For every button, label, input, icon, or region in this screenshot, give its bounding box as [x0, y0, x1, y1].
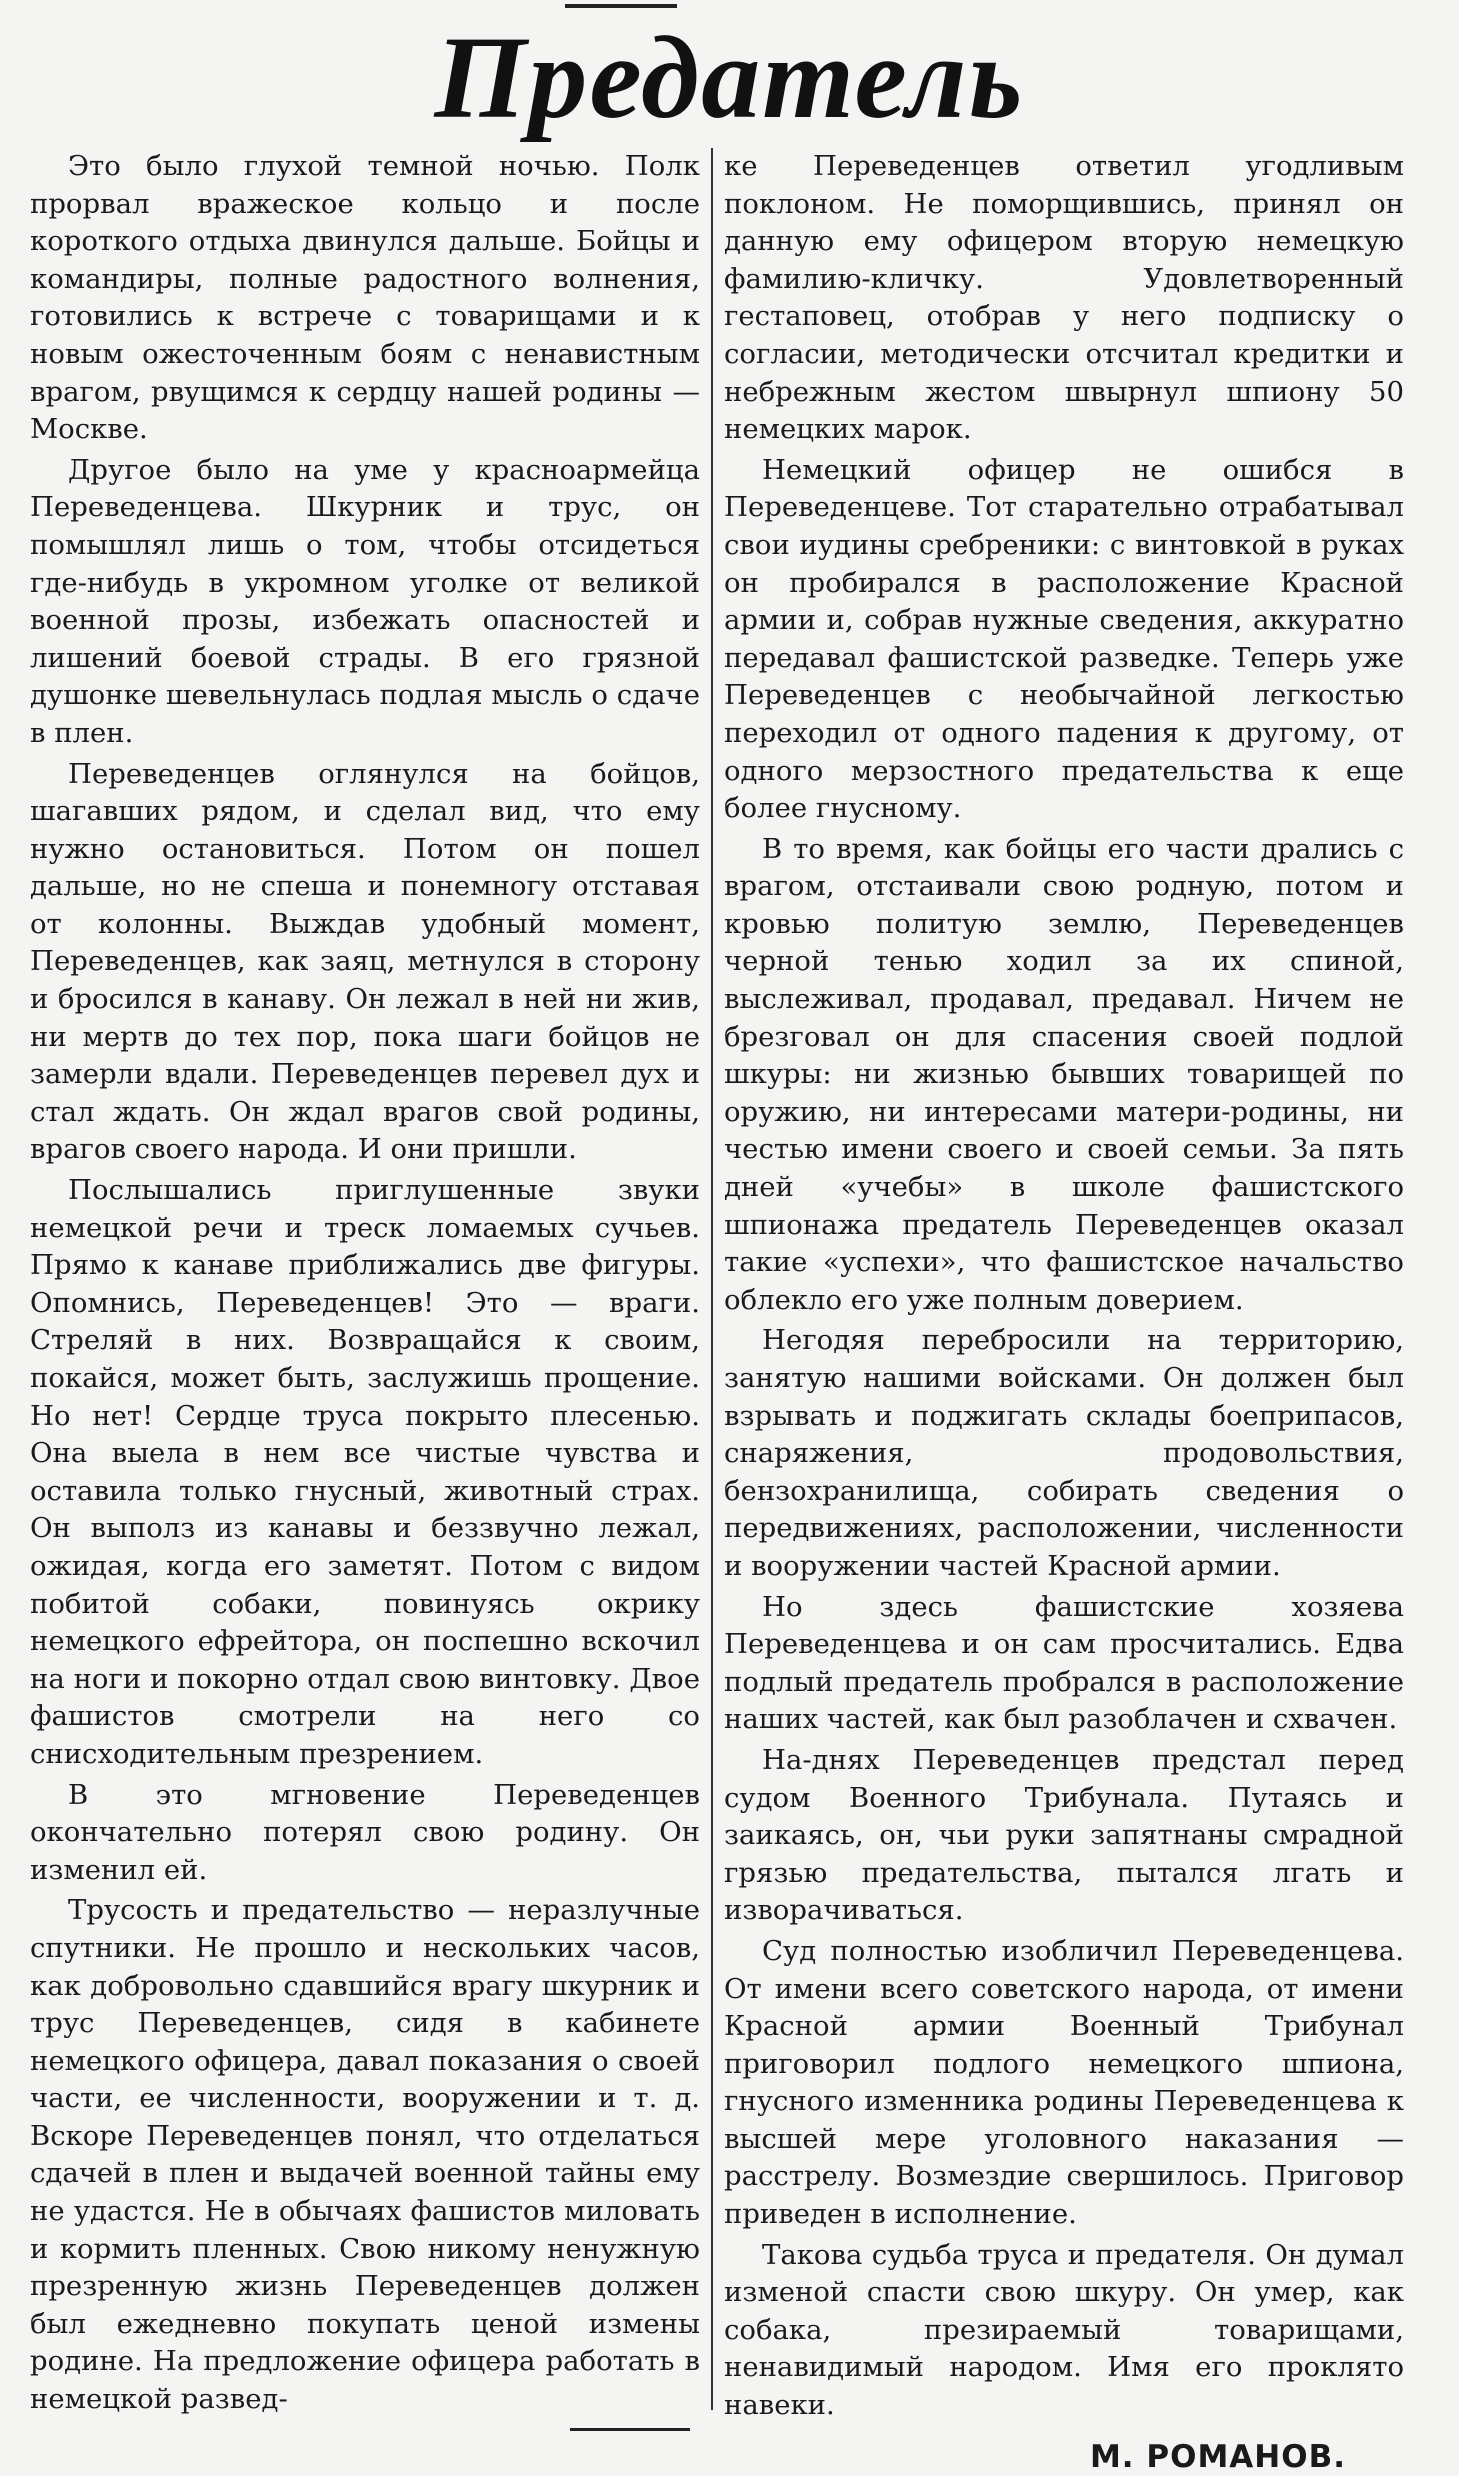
paragraph: Другое было на уме у красноармейца Переведенцева. Шкурник и трус, он помышлял лишь о том, чтобы отсидеться где-нибудь в укромном уголке от великой военной прозы, избежать опасностей и лишений боевой страды. В его грязной душонке шевельнулась подлая мысль о сдаче в плен. [30, 453, 700, 749]
paragraph: В это мгновение Переведенцев окончательно потерял свою родину. Он изменил ей. [30, 1778, 700, 1886]
paragraph: На-днях Переведенцев предстал перед судом Военного Трибунала. Путаясь и заикаясь, он, чьи руки запятнаны смрадной грязью предательства, пытался лгать и изворачиваться. [724, 1743, 1404, 1927]
bottom-rule [570, 2428, 690, 2431]
paragraph: Суд полностью изобличил Переведенцева. От имени всего советского народа, от имени Красной армии Военный Трибунал приговорил подлого немецкого шпиона, гнусного изменника родины Переведенцева к высшей мере уголовного наказания — расстрелу. Возмездие свершилось. Приговор приведен в исполнение. [724, 1934, 1404, 2231]
article-title: Предатель [434, 12, 1025, 143]
paragraph: В то время, как бойцы его части дрались с врагом, отстаивали свою родную, потом и кровью политую землю, Переведенцев черной тенью ходил за их спиной, выслеживал, продавал, предавал. Ничем не брезговал он для спасения своей подлой шкуры: ни жизнью бывших товарищей по оружию, ни интересами матери-родины, ни честью имени своего и своей семьи. За пять дней «учебы» в школе фашистского шпионажа предатель Переведенцев оказал такие «успехи», что фашистское начальство облекло его уже полным доверием. [724, 832, 1404, 1316]
paragraph-continuation: ке Переведенцев ответил угодливым поклоном. Не поморщившись, принял он данную ему офицером вторую немецкую фамилию-кличку. Удовлетворенный гестаповец, отобрав у него подписку о согласии, методически отсчитал кредитки и небрежным жестом швырнул шпиону 50 немецких марок. [724, 150, 1404, 446]
paragraph: Негодяя перебросили на территорию, занятую нашими войсками. Он должен был взрывать и поджигать склады боеприпасов, снаряжения, продовольствия, бензохранилища, собирать сведения о передвижениях, расположении, численности и вооружении частей Красной армии. [724, 1324, 1404, 1582]
paragraph: Но здесь фашистские хозяева Переведенцева и он сам просчитались. Едва подлый предатель пробрался в расположение наших частей, как был разоблачен и схвачен. [724, 1590, 1404, 1736]
left-column [30, 148, 700, 2416]
paragraph: Немецкий офицер не ошибся в Переведенцеве. Тот старательно отрабатывал свои иудины сребреники: с винтовкой в руках он пробирался в расположение Красной армии и, собрав нужные сведения, аккуратно передавал фашистской разведке. Теперь уже Переведенцев с необычайной легкостью переходил от одного падения к другому, от одного мерзостного предательства к еще более гнусному. [724, 453, 1404, 825]
author-signature: М. РОМАНОВ. [1089, 2438, 1346, 2475]
column-divider [711, 148, 713, 2410]
paragraph: Такова судьба труса и предателя. Он думал изменой спасти свою шкуру. Он умер, как собака, презираемый товарищами, ненавидимый народом. Имя его проклято навеки. [724, 2238, 1404, 2422]
paragraph: Послышались приглушенные звуки немецкой речи и треск ломаемых сучьев. Прямо к канаве приближались две фигуры. Опомнись, Переведенцев! Это — враги. Стреляй в них. Возвращайся к своим, покайся, может быть, заслужишь прощение. Но нет! Сердце труса покрыто плесенью. Она выела в нем все чистые чувства и оставила только гнусный, животный страх. Он выполз из канавы и беззвучно лежал, ожидая, когда его заметят. Потом с видом побитой собаки, повинуясь окрику немецкого ефрейтора, он поспешно вскочил на ноги и покорно отдал свою винтовку. Двое фашистов смотрели на него со снисходительным презрением. [30, 1174, 700, 1770]
right-column [724, 148, 1404, 2475]
paragraph: Трусость и предательство — неразлучные спутники. Не прошло и нескольких часов, как добровольно сдавшийся врагу шкурник и трус Переведенцев, сидя в кабинете немецкого офицера, давал показания о своей части, ее численности, вооружении и т. д. Вскоре Переведенцев понял, что отделаться сдачей в плен и выдачей военной тайны ему не удастся. Не в обычаях фашистов миловать и кормить пленных. Свою никому ненужную презренную жизнь Переведенцев должен был ежедневно покупать ценой измены родине. На предложение офицера работать в немецкой развед- [30, 1894, 700, 2416]
paragraph: Переведенцев оглянулся на бойцов, шагавших рядом, и сделал вид, что ему нужно остановиться. Потом он пошел дальше, но не спеша и понемногу отставая от колонны. Выждав удобный момент, Переведенцев, как заяц, метнулся в сторону и бросился в канаву. Он лежал в ней ни жив, ни мертв до тех пор, пока шаги бойцов не замерли вдали. Переведенцев перевел дух и стал ждать. Он ждал врагов свой родины, врагов своего народа. И они пришли. [30, 757, 700, 1166]
paragraph: Это было глухой темной ночью. Полк прорвал вражеское кольцо и после короткого отдыха двинулся дальше. Бойцы и командиры, полные радостного волнения, готовились к встрече с товарищами и к новым ожесточенным боям с ненавистным врагом, рвущимся к сердцу нашей родины — Москве. [30, 150, 700, 446]
